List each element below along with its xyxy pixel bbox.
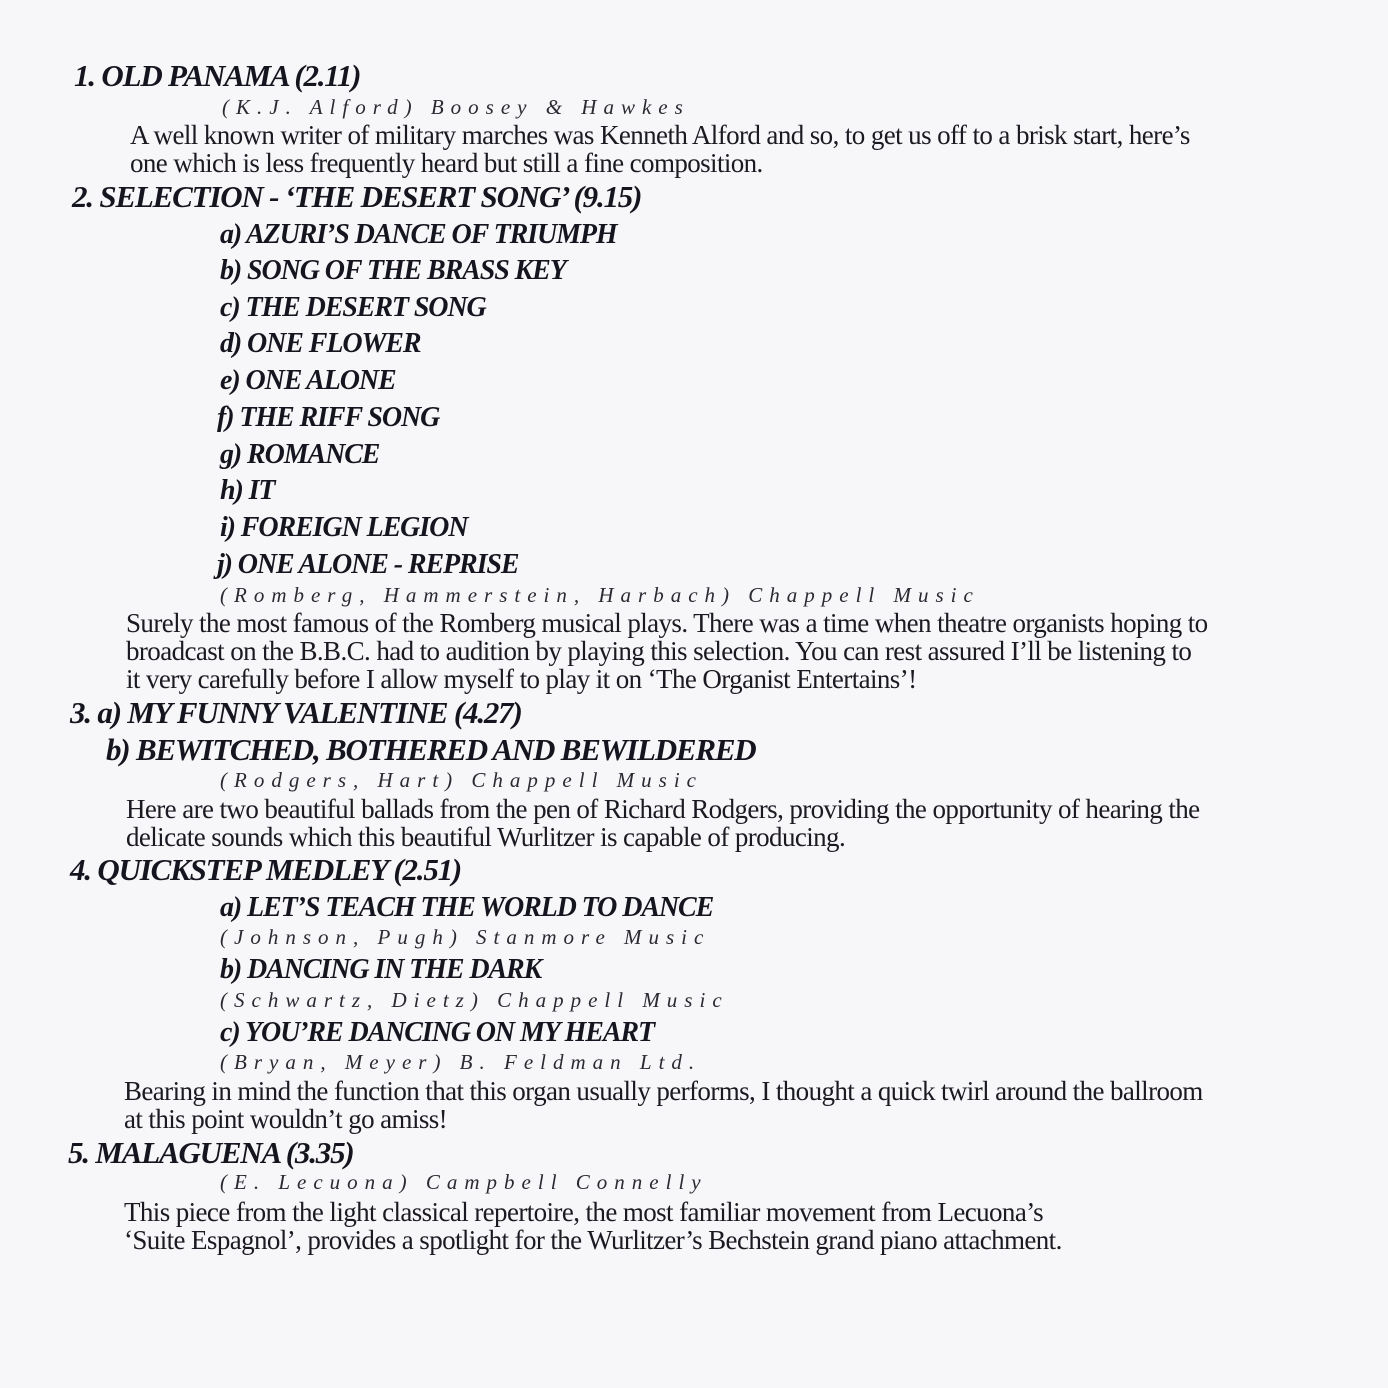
track-4-notes — [124, 1077, 1203, 1133]
track-5-notes — [124, 1198, 1062, 1254]
track-5-credit: (E. Lecuona) Campbell Connelly — [220, 1170, 708, 1194]
track-1-notes-line-2: one which is less frequently heard but still a fine composition. — [130, 148, 763, 178]
track-1-title: 1. OLD PANAMA (2.11) — [74, 58, 361, 93]
track-2-item-b: b) SONG OF THE BRASS KEY — [220, 255, 566, 286]
track-2-item-f: f) THE RIFF SONG — [217, 402, 440, 433]
track-4-notes-line-1: Bearing in mind the function that this organ usually performs, I thought a quick twirl around the ballroom — [124, 1076, 1203, 1106]
track-2-credit: (Romberg, Hammerstein, Harbach) Chappell Music — [220, 583, 980, 607]
track-4-item-a-credit: (Johnson, Pugh) Stanmore Music — [220, 925, 711, 949]
track-2-item-d: d) ONE FLOWER — [220, 328, 421, 359]
track-4-item-c-credit: (Bryan, Meyer) B. Feldman Ltd. — [220, 1050, 702, 1074]
track-4-item-b-credit: (Schwartz, Dietz) Chappell Music — [220, 988, 729, 1012]
track-5-notes-line-1: This piece from the light classical repertoire, the most familiar movement from Lecuona’s — [124, 1197, 1044, 1227]
track-2-item-h: h) IT — [220, 475, 275, 506]
track-2-title: 2. SELECTION - ‘THE DESERT SONG’ (9.15) — [72, 179, 642, 214]
track-2-notes-line-1: Surely the most famous of the Romberg musical plays. There was a time when theatre organists hoping to — [126, 608, 1208, 638]
track-2-item-i: i) FOREIGN LEGION — [220, 512, 468, 543]
track-3-notes — [126, 795, 1200, 851]
track-3-title-b: b) BEWITCHED, BOTHERED AND BEWILDERED — [106, 732, 756, 767]
track-4-title: 4. QUICKSTEP MEDLEY (2.51) — [70, 852, 462, 887]
track-2-item-g: g) ROMANCE — [220, 439, 380, 470]
track-3-notes-line-1: Here are two beautiful ballads from the pen of Richard Rodgers, providing the opportunity of hearing the — [126, 794, 1200, 824]
track-2-notes — [126, 609, 1208, 693]
track-3-notes-line-2: delicate sounds which this beautiful Wurlitzer is capable of producing. — [126, 822, 846, 852]
track-2-item-a: a) AZURI’S DANCE OF TRIUMPH — [220, 219, 617, 250]
track-4-item-a: a) LET’S TEACH THE WORLD TO DANCE — [220, 892, 714, 923]
track-2-item-e: e) ONE ALONE — [220, 365, 396, 396]
track-4-item-c: c) YOU’RE DANCING ON MY HEART — [220, 1017, 655, 1048]
track-4-item-b: b) DANCING IN THE DARK — [220, 954, 542, 985]
track-2-notes-line-2: broadcast on the B.B.C. had to audition by playing this selection. You can rest assured I’ll be listening to — [126, 636, 1192, 666]
track-3-title: 3. a) MY FUNNY VALENTINE (4.27) — [70, 695, 522, 730]
track-2-item-j: j) ONE ALONE - REPRISE — [217, 549, 519, 580]
track-3-credit: (Rodgers, Hart) Chappell Music — [220, 768, 703, 792]
track-1-credit: (K.J. Alford) Boosey & Hawkes — [222, 95, 690, 119]
track-1-notes-line-1: A well known writer of military marches was Kenneth Alford and so, to get us off to a brisk start, here’s — [130, 120, 1190, 150]
track-2-item-c: c) THE DESERT SONG — [220, 292, 486, 323]
track-5-notes-line-2: ‘Suite Espagnol’, provides a spotlight for the Wurlitzer’s Bechstein grand piano attachment. — [124, 1225, 1062, 1255]
track-1-notes — [130, 121, 1190, 177]
track-4-notes-line-2: at this point wouldn’t go amiss! — [124, 1104, 448, 1134]
track-5-title: 5. MALAGUENA (3.35) — [68, 1135, 354, 1170]
track-2-notes-line-3: it very carefully before I allow myself to play it on ‘The Organist Entertains’! — [126, 664, 917, 694]
